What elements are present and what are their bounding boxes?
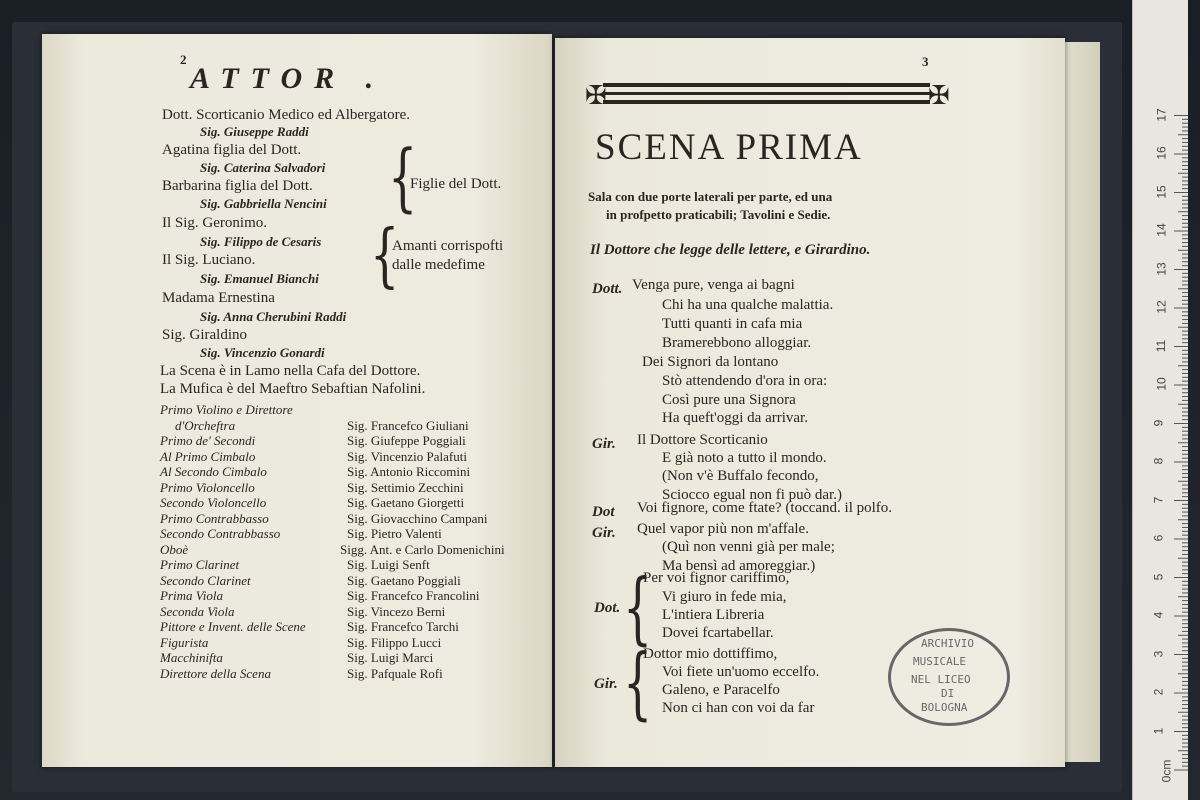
orchestra-part: Primo Violino e Direttore: [160, 402, 293, 417]
orchestra-musician: Sig. Gaetano Giorgetti: [347, 495, 465, 510]
orchestra-musician: Sig. Francefco Tarchi: [347, 619, 459, 634]
speaker-label: Dott.: [592, 281, 623, 297]
music-note: La Mufica è del Maeftro Sebaftian Nafolini.: [160, 381, 426, 397]
orchestra-part: Figurista: [160, 634, 209, 650]
ruler-number: 7: [1151, 496, 1166, 503]
orchestra-part: Secondo Contrabbasso: [160, 526, 281, 541]
orchestra-musician: Sig. Gaetano Poggiali: [347, 572, 461, 588]
brace-note: Amanti corrispofti: [392, 238, 504, 254]
role-line: Sig. Giraldino: [162, 327, 247, 343]
stamp-text: NEL LICEO: [911, 673, 971, 686]
orchestra-part: Primo de' Secondi: [160, 433, 256, 448]
verse-line: Dei Signori da lontano: [642, 354, 779, 370]
verse-line: Così pure una Signora: [662, 392, 796, 408]
ruler-number: 16: [1154, 146, 1169, 160]
role-line: Il Sig. Luciano.: [162, 252, 256, 268]
orchestra-part: Oboè: [160, 541, 189, 557]
speaker-label: Gir.: [592, 436, 616, 452]
stamp-text: DI: [941, 687, 955, 700]
verse-line: Stò attendendo d'ora in ora:: [662, 373, 828, 389]
ruler-number: 11: [1154, 339, 1169, 352]
ruler-number: 8: [1151, 457, 1166, 465]
verse-line: Non ci han con voi da far: [662, 700, 815, 716]
orchestra-part: Pittore e Invent. delle Scene: [160, 619, 306, 634]
orchestra-musician: Sig. Giovacchino Campani: [347, 510, 488, 526]
orchestra-musician: Sig. Giufeppe Poggiali: [347, 433, 466, 448]
actor-line: Sig. Anna Cherubini Raddi: [200, 309, 347, 324]
verse-line: Tutti quanti in cafa mia: [662, 316, 803, 332]
ornament-icon: [583, 78, 950, 112]
brace-icon: {: [370, 214, 400, 295]
orchestra-part: Primo Contrabbasso: [160, 510, 269, 526]
stamp-text: BOLOGNA: [921, 701, 968, 714]
orchestra-part: Al Secondo Cimbalo: [160, 464, 267, 479]
ruler-number: 17: [1154, 107, 1169, 122]
orchestra-part: Prima Viola: [160, 588, 223, 603]
setting-line: Sala con due porte laterali per parte, ed una: [588, 189, 833, 204]
scene-note: La Scena è in Lamo nella Cafa del Dottore.: [160, 363, 421, 379]
verse-line: (Quì non venni già per male;: [662, 539, 835, 555]
brace-icon: {: [388, 133, 418, 220]
measuring-ruler: [1132, 0, 1188, 800]
orchestra-part: Al Primo Cimbalo: [160, 448, 256, 464]
setting-line: in profpetto praticabili; Tavolini e Sedie.: [606, 207, 831, 222]
ruler-number: 12: [1154, 300, 1169, 314]
verse-line: Ma bensì ad amoreggiar.): [662, 558, 816, 574]
scene-heading: SCENA PRIMA: [595, 127, 863, 168]
actor-line: Sig. Vincenzio Gonardi: [200, 345, 325, 360]
verse-line: Voi fiete un'uomo eccelfo.: [662, 664, 820, 680]
verse-line: Dovei fcartabellar.: [662, 625, 774, 641]
verse-line: L'intiera Libreria: [662, 607, 765, 623]
speaker-label: Dot.: [594, 600, 621, 616]
speaker-label: Dot: [592, 504, 615, 520]
role-line: Dott. Scorticanio Medico ed Albergatore.: [162, 107, 410, 123]
ruler-number: 9: [1151, 419, 1166, 426]
role-line: Madama Ernestina: [162, 290, 275, 306]
orchestra-musician: Sig. Luigi Senft: [347, 557, 430, 572]
verse-line: Vi giuro in fede mia,: [662, 589, 787, 605]
orchestra-part: Macchinifta: [160, 650, 223, 665]
orchestra-part: Secondo Clarinet: [160, 572, 251, 588]
verse-line: (Non v'è Buffalo fecondo,: [662, 468, 819, 484]
orchestra-musician: Sig. Filippo Lucci: [347, 634, 442, 650]
verse-line: Per voi fignor cariffimo,: [643, 570, 790, 586]
ruler-number: 1: [1151, 727, 1166, 734]
left-page-number: 2: [180, 52, 187, 67]
orchestra-musician: Sig. Luigi Marci: [347, 650, 434, 665]
ruler-number: 4: [1151, 611, 1166, 619]
ruler-number: 15: [1154, 184, 1169, 199]
actor-line: Sig. Emanuel Bianchi: [200, 271, 319, 286]
brace-note: dalle medefime: [392, 257, 485, 273]
svg-text:✠: ✠: [585, 81, 607, 111]
verse-line: Voi fignore, come ftate? (toccand. il polfo.: [637, 500, 893, 516]
verse-line: Bramerebbono alloggiar.: [662, 335, 812, 351]
stamp-text: MUSICALE: [913, 655, 966, 668]
verse-line: Dottor mio dottiffimo,: [643, 646, 778, 662]
orchestra-part: Seconda Viola: [160, 603, 235, 619]
role-line: Il Sig. Geronimo.: [162, 215, 267, 231]
speaker-label: Gir.: [592, 525, 616, 541]
ruler-number: 13: [1154, 261, 1169, 276]
ruler-number: 3: [1151, 650, 1166, 657]
ruler-number: 10: [1154, 377, 1169, 391]
verse-line: Ha queft'oggi da arrivar.: [662, 410, 808, 426]
ruler-number: 5: [1151, 573, 1166, 580]
verse-line: Il Dottore Scorticanio: [637, 432, 768, 448]
verse-line: Quel vapor più non m'affale.: [637, 521, 809, 537]
actor-line: Sig. Filippo de Cesaris: [200, 234, 322, 249]
orchestra-musician: Sig. Francefco Francolini: [347, 588, 480, 603]
brace-icon: {: [623, 636, 653, 728]
verse-line: Sciocco egual non fi può dar.): [662, 487, 842, 503]
verse-line: Chi ha una qualche malattia.: [662, 297, 834, 313]
left-page-title: ATTOR .: [190, 62, 386, 95]
stamp-text: ARCHIVIO: [921, 637, 974, 650]
speaker-label: Gir.: [594, 676, 618, 692]
right-page-number: 3: [922, 54, 929, 69]
orchestra-musician: Sig. Francefco Giuliani: [347, 417, 469, 433]
orchestra-part: Secondo Violoncello: [160, 495, 267, 510]
ruler-number: 6: [1151, 534, 1166, 542]
brace-icon: {: [623, 561, 653, 653]
archive-stamp: [888, 628, 1010, 726]
svg-text:✠: ✠: [928, 81, 950, 111]
orchestra-musician: Sig. Pietro Valenti: [347, 526, 442, 541]
orchestra-musician: Sigg. Ant. e Carlo Domenichini: [340, 541, 505, 557]
actor-line: Sig. Giuseppe Raddi: [200, 124, 309, 139]
verse-line: Galeno, e Paracelfo: [662, 682, 780, 698]
ruler-number: 14: [1154, 223, 1169, 237]
stage-direction: Il Dottore che legge delle lettere, e Girardino.: [590, 242, 871, 258]
orchestra-musician: Sig. Antonio Riccomini: [347, 464, 471, 479]
verse-line: E già noto a tutto il mondo.: [662, 450, 827, 466]
ruler-number: 2: [1151, 688, 1166, 696]
actor-line: Sig. Caterina Salvadori: [200, 160, 326, 175]
orchestra-musician: Sig. Vincenzio Palafuti: [347, 448, 467, 464]
actor-line: Sig. Gabbriella Nencini: [200, 196, 327, 211]
brace-note: Figlie del Dott.: [410, 176, 502, 192]
orchestra-musician: Sig. Pafquale Rofi: [347, 665, 443, 681]
page-edges: [1060, 42, 1100, 762]
verse-line: Venga pure, venga ai bagni: [632, 277, 795, 293]
role-line: Agatina figlia del Dott.: [162, 142, 302, 158]
role-line: Barbarina figlia del Dott.: [162, 178, 313, 194]
orchestra-musician: Sig. Vincezo Berni: [347, 603, 446, 619]
ruler-unit: 0cm: [1159, 759, 1174, 783]
orchestra-part: d'Orcheftra: [175, 417, 236, 433]
orchestra-part: Direttore della Scena: [160, 665, 271, 681]
orchestra-part: Primo Clarinet: [160, 557, 240, 572]
orchestra-part: Primo Violoncello: [160, 479, 255, 495]
orchestra-musician: Sig. Settimio Zecchini: [347, 479, 464, 495]
